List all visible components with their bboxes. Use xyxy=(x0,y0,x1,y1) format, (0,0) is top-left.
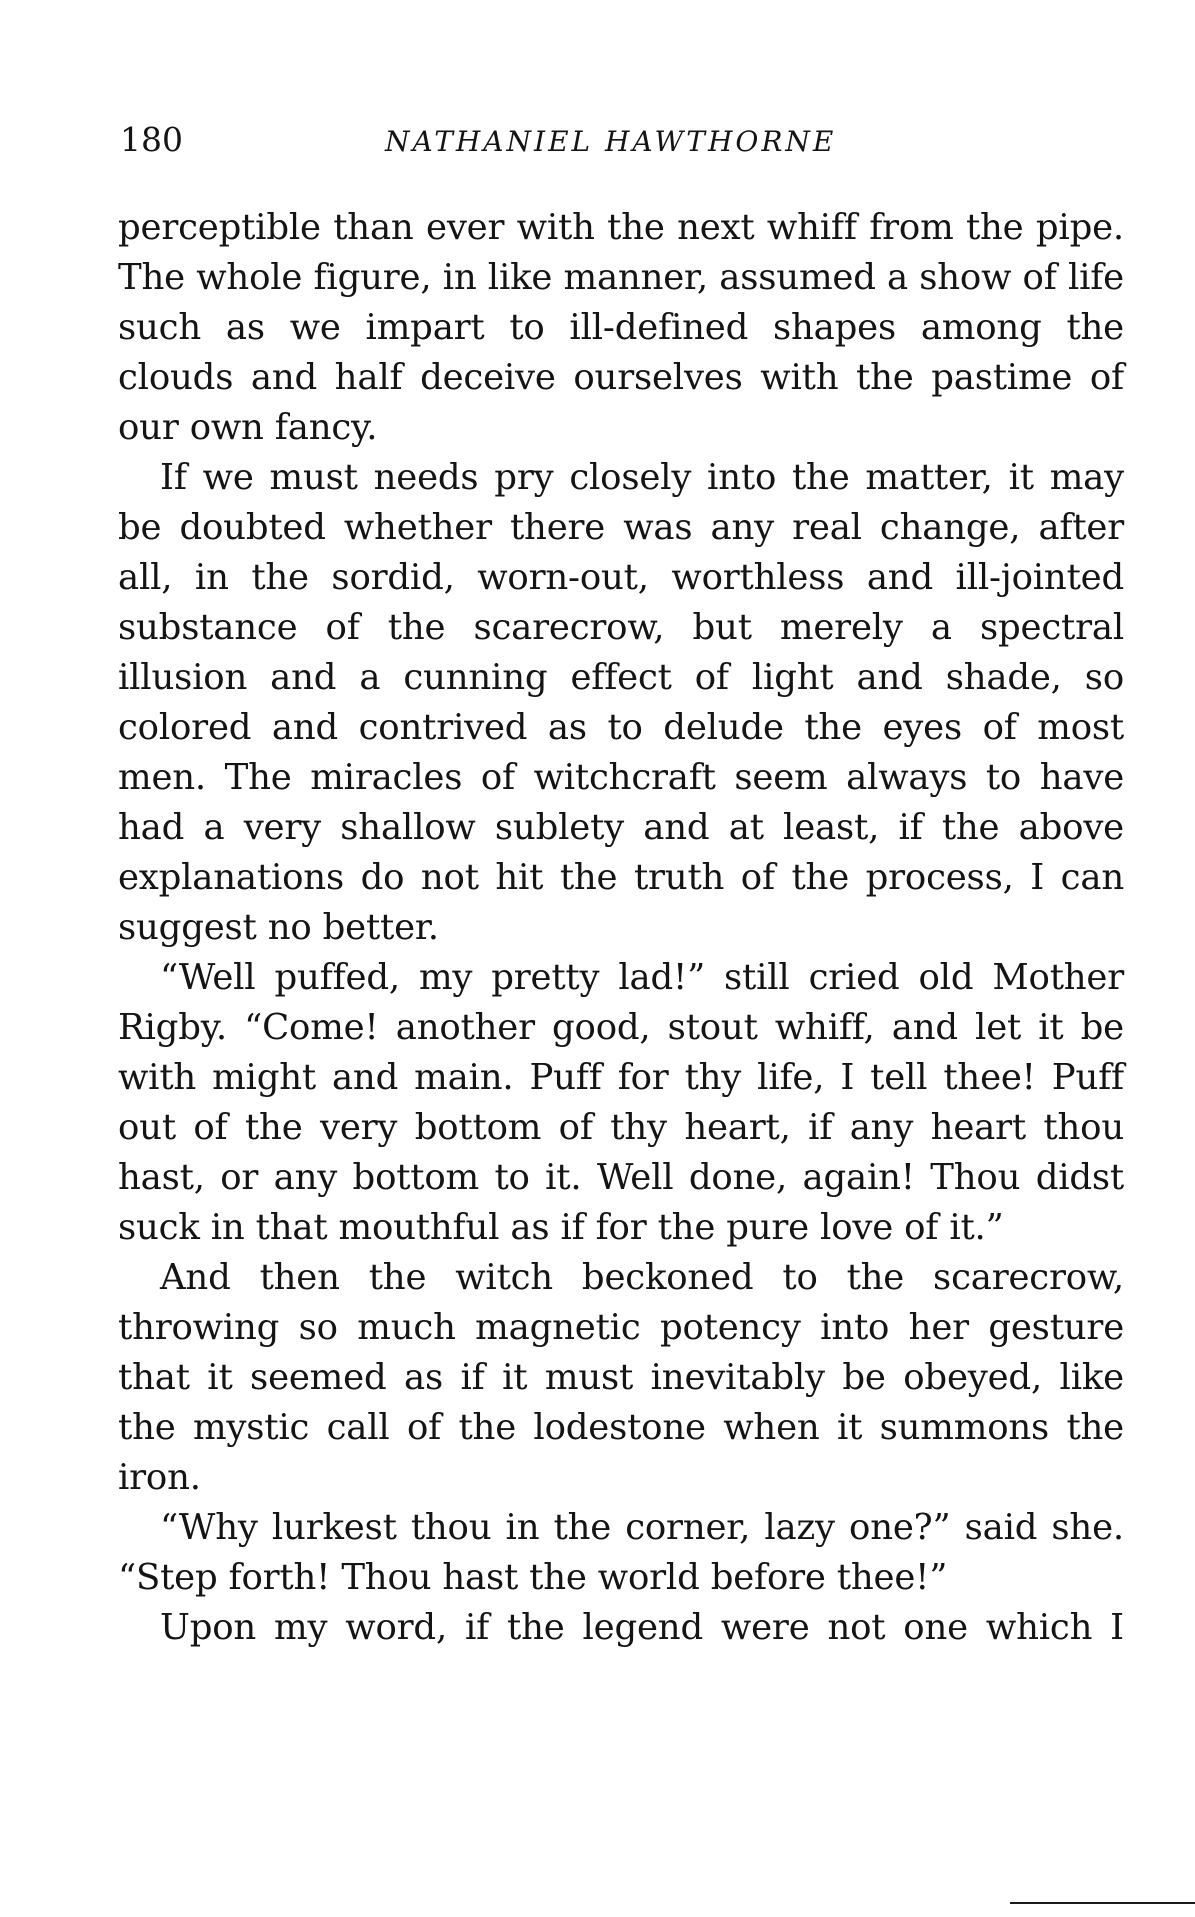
paragraph: Upon my word, if the legend were not one which I xyxy=(160,1607,1124,1648)
running-head: NATHANIEL HAWTHORNE xyxy=(385,125,837,158)
paragraph: “Why lurkest thou in the corner, lazy one?” said she. “Step forth! Thou hast the world before thee!” xyxy=(118,1507,1124,1598)
page-number: 180 xyxy=(120,120,183,159)
page-header xyxy=(120,118,1125,162)
paragraph: perceptible than ever with the next whiff from the pipe. The whole figure, in like manner, assumed a show of life such as we impart to ill-defined shapes among the clouds and half deceive ourselves with the pastime of our own fancy. xyxy=(118,207,1124,448)
paragraph: “Well puffed, my pretty lad!” still cried old Mother Rigby. “Come! another good, stout whiff, and let it be with might and main. Puff for thy life, I tell thee! Puff out of the very bottom of thy heart, if any heart thou hast, or any bottom to it. Well done, again! Thou didst suck in that mouthful as if for the pure love of it.” xyxy=(118,957,1124,1248)
paragraph: And then the witch beckoned to the scarecrow, throwing so much magnetic potency into her gesture that it seemed as if it must inevitably be obeyed, like the mystic call of the lodestone when it summons the iron. xyxy=(118,1257,1124,1498)
paragraph: If we must needs pry closely into the matter, it may be doubted whether there was any real change, after all, in the sordid, worn-out, worthless and ill-jointed substance of the scarecrow, but merely a spectral illusion and a cunning effect of light and shade, so colored and contrived as to delude the eyes of most men. The miracles of witchcraft seem always to have had a very shallow sublety and at least, if the above explanations do not hit the truth of the process, I can suggest no better. xyxy=(118,457,1124,948)
text-body xyxy=(118,203,1124,1653)
bottom-rule xyxy=(1010,1902,1195,1904)
